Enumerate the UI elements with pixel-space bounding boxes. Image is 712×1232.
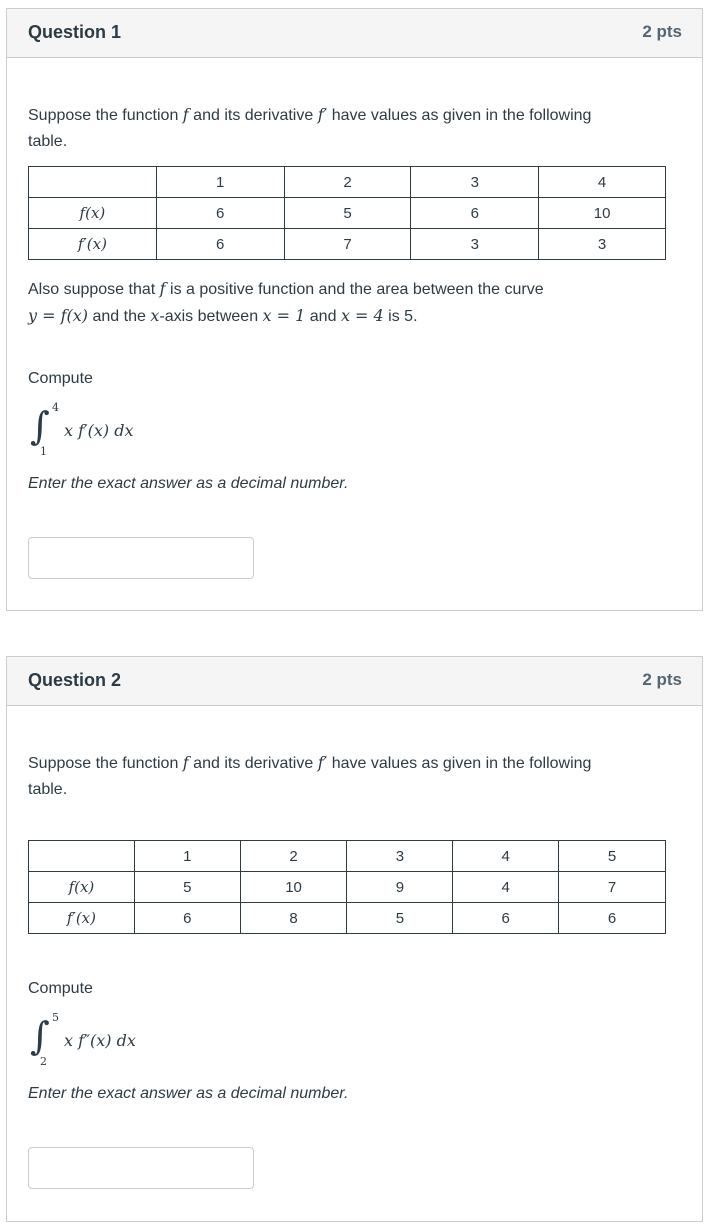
question-1-header [7,9,702,58]
question-2-instruction: Enter the exact answer as a decimal number. [28,1085,349,1102]
question-1-points: 2 pts [642,22,682,41]
question-2-answer-input[interactable] [28,1147,254,1189]
table-cell: 5 [134,872,240,903]
math-f-prime: f′ [317,753,328,772]
intro-text: and its derivative [193,755,314,772]
intro-text: have values as given in the following [331,107,592,124]
info-text: Also suppose that [28,281,156,298]
integral-sign-icon: ∫ [30,404,50,448]
table-cell [29,167,157,198]
math-f: f [182,105,189,124]
table-cell: 3 [347,841,453,872]
intro-text: and its derivative [193,107,314,124]
math-bound: x = 1 [262,306,306,325]
info-text: and the [92,308,146,325]
info-text: and [309,308,337,325]
question-2-values-table [28,840,666,934]
math-x: x [150,306,160,325]
intro-text: table. [28,781,68,798]
table-row [29,198,666,229]
math-bound: x = 4 [340,306,384,325]
table-cell: 6 [453,903,559,934]
math-f-prime: f′ [317,105,328,124]
table-cell: 6 [411,198,539,229]
question-2-integral [28,1011,228,1071]
table-cell: 3 [539,229,666,260]
table-header-row [29,841,666,872]
table-cell: 10 [539,198,666,229]
table-cell: 8 [240,903,347,934]
integral-sign-icon: ∫ [30,1014,50,1058]
intro-text: have values as given in the following [331,755,592,772]
integral-upper-bound: 5 [52,1011,59,1024]
table-cell: 3 [411,167,539,198]
row-label-f-prime: f′(x) [29,229,157,260]
row-label-f: f(x) [29,198,157,229]
table-cell: 3 [411,229,539,260]
table-header-row [29,167,666,198]
table-row [29,229,666,260]
question-1-integral [28,401,228,461]
integral-upper-bound: 4 [52,401,59,414]
question-1-intro [28,102,688,155]
question-1-title: Question 1 [28,22,122,42]
question-2-compute-label: Compute [28,980,93,997]
table-cell: 4 [539,167,666,198]
table-cell: 10 [240,872,347,903]
integrand: x f′(x) dx [64,421,134,440]
question-2-card [6,656,703,1222]
question-2-header [7,657,702,706]
question-1-card [6,8,703,611]
table-row [29,903,666,934]
table-cell: 4 [453,872,559,903]
table-cell: 5 [284,198,411,229]
table-row [29,872,666,903]
table-cell [29,841,135,872]
question-2-points: 2 pts [642,670,682,689]
table-cell: 9 [347,872,453,903]
table-cell: 5 [347,903,453,934]
table-cell: 7 [284,229,411,260]
question-1-values-table [28,166,666,260]
question-1-instruction: Enter the exact answer as a decimal number. [28,475,349,492]
row-label-f-prime: f′(x) [29,903,135,934]
table-cell: 5 [559,841,666,872]
math-equation: y = f(x) [28,306,89,325]
table-cell: 2 [240,841,347,872]
info-text: -axis between [159,308,259,325]
row-label-f: f(x) [29,872,135,903]
intro-text: Suppose the function [28,107,179,124]
table-cell: 2 [284,167,411,198]
table-cell: 6 [559,903,666,934]
table-cell: 7 [559,872,666,903]
math-f: f [182,753,189,772]
question-1-extra-info [28,276,688,330]
intro-text: table. [28,133,68,150]
table-cell: 6 [156,229,284,260]
integral-lower-bound: 1 [40,445,47,458]
question-2-title: Question 2 [28,670,122,690]
info-text: is 5. [388,308,418,325]
math-f: f [159,279,166,298]
table-cell: 4 [453,841,559,872]
table-cell: 1 [134,841,240,872]
intro-text: Suppose the function [28,755,179,772]
table-cell: 1 [156,167,284,198]
question-1-compute-label: Compute [28,370,93,387]
table-cell: 6 [134,903,240,934]
question-1-answer-input[interactable] [28,537,254,579]
info-text: is a positive function and the area between the curve [170,281,544,298]
question-2-intro [28,750,688,803]
integrand: x f″(x) dx [64,1031,136,1050]
table-cell: 6 [156,198,284,229]
integral-lower-bound: 2 [40,1055,47,1068]
